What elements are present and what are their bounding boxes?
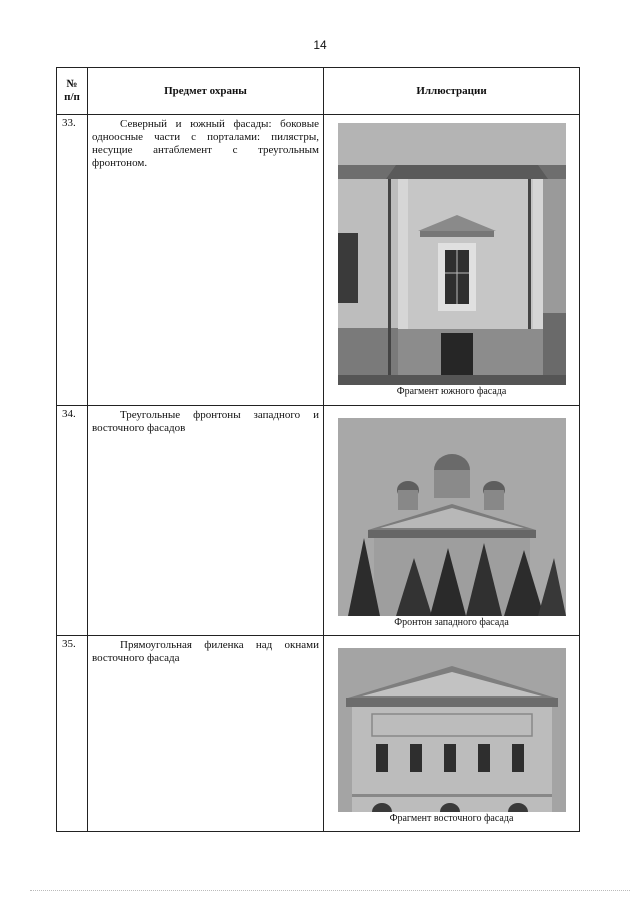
row-illustration bbox=[324, 636, 580, 832]
header-number-label: № п/п bbox=[64, 78, 80, 103]
west-pediment-photo bbox=[338, 418, 566, 616]
table-row bbox=[57, 406, 580, 636]
table-row bbox=[57, 115, 580, 406]
heritage-table bbox=[56, 67, 580, 832]
table-row bbox=[57, 636, 580, 832]
illustration-caption: Фрагмент южного фасада bbox=[396, 386, 507, 397]
row-number: 33. bbox=[57, 115, 88, 406]
east-facade-photo bbox=[338, 648, 566, 812]
row-subject bbox=[88, 406, 324, 636]
row-number: 34. bbox=[57, 406, 88, 636]
row-illustration bbox=[324, 115, 580, 406]
illustration-caption: Фронтон западного фасада bbox=[394, 617, 509, 628]
south-facade-photo bbox=[338, 123, 566, 385]
header-number bbox=[57, 68, 88, 115]
row-subject bbox=[88, 115, 324, 406]
table-header-row bbox=[57, 68, 580, 115]
row-subject bbox=[88, 636, 324, 832]
row-number: 35. bbox=[57, 636, 88, 832]
row-subject-text: Прямоугольная филенка над окнами восточного фасада bbox=[92, 639, 319, 664]
row-subject-text: Треугольные фронтоны западного и восточного фасадов bbox=[92, 409, 319, 434]
scan-artifact bbox=[30, 890, 630, 893]
page-number: 14 bbox=[313, 38, 327, 52]
row-subject-text: Северный и южный фасады: боковые одноосные части с порталами: пилястры, несущие антаблемент с треугольным фронтоном. bbox=[92, 118, 319, 169]
row-illustration bbox=[324, 406, 580, 636]
header-subject: Предмет охраны bbox=[88, 68, 324, 115]
illustration-caption: Фрагмент восточного фасада bbox=[389, 813, 514, 824]
header-illustrations: Иллюстрации bbox=[324, 68, 580, 115]
